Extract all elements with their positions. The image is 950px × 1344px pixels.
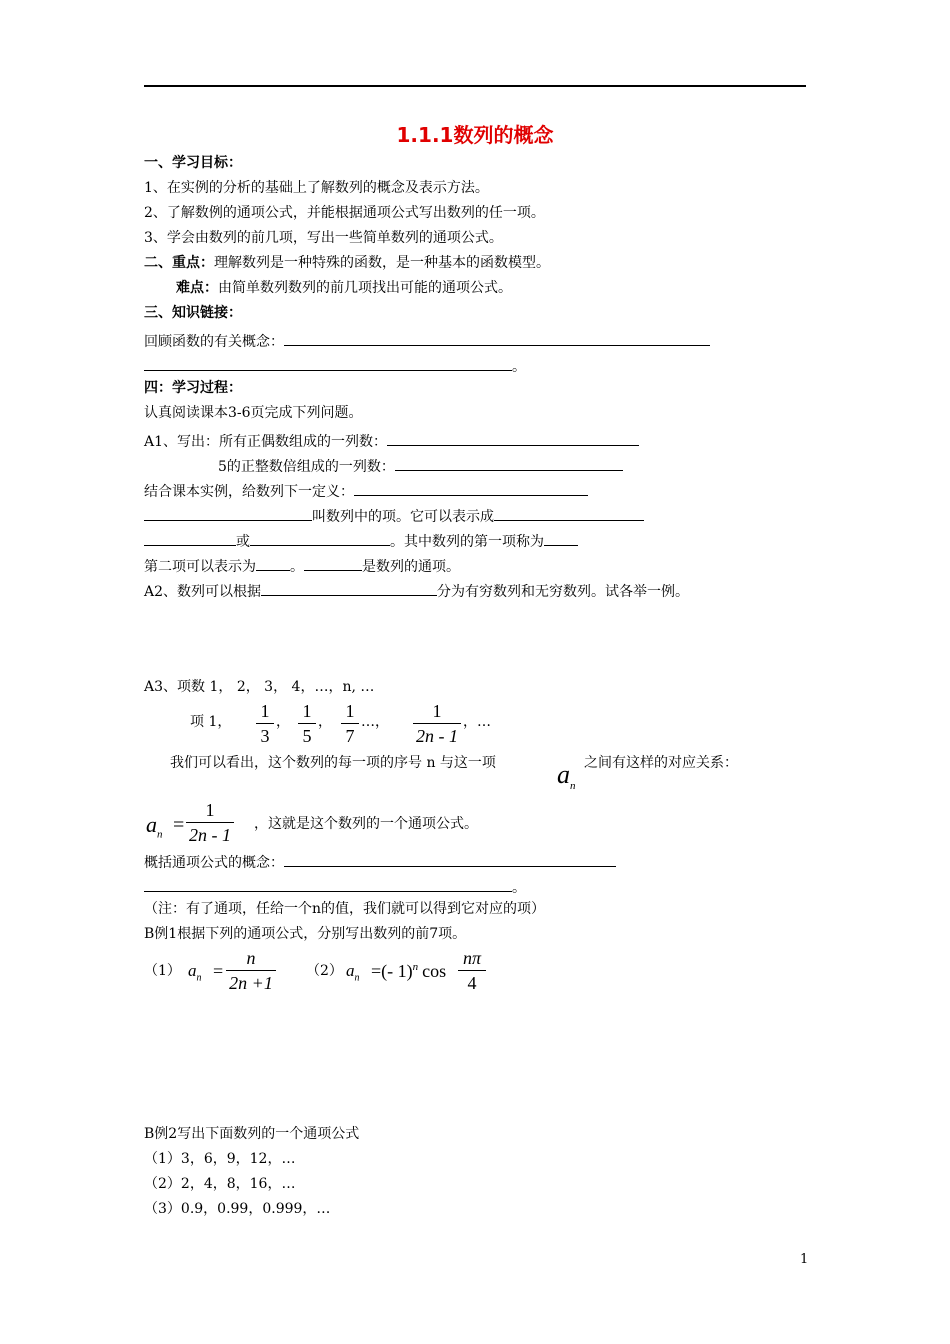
review-blank-1[interactable] bbox=[284, 331, 710, 346]
page-title: 1.1.1数列的概念 bbox=[396, 123, 554, 147]
concept-line bbox=[144, 852, 616, 870]
b1-p2-a-n: $a_n$ bbox=[346, 961, 360, 984]
reading-instruction: 认真阅读课本3-6页完成下列问题。 bbox=[144, 405, 363, 421]
fraction-1-3: 1 3 bbox=[256, 700, 274, 747]
review-line bbox=[144, 331, 710, 349]
formula-equals: = bbox=[173, 814, 185, 836]
b1-p2-fraction: nπ 4 bbox=[458, 947, 486, 994]
key-points bbox=[144, 256, 550, 270]
term-blank-4[interactable] bbox=[250, 531, 390, 546]
a1-even-label: A1、写出：所有正偶数组成的一列数： bbox=[144, 434, 388, 450]
observation-text-b: 之间有这样的对应关系： bbox=[584, 755, 738, 771]
formula-fraction: 1 2n - 1 bbox=[186, 799, 234, 846]
b1-p2-label: （2） bbox=[306, 963, 343, 979]
b1-p2-rhs: =(- 1)$^n$ cos bbox=[371, 961, 447, 981]
formula-text: ，这就是这个数列的一个通项公式。 bbox=[254, 816, 478, 832]
a2-text: 分为有穷数列和无穷数列。试各举一例。 bbox=[437, 584, 690, 600]
term-line-3 bbox=[144, 556, 460, 574]
comma-1: ， bbox=[276, 714, 290, 730]
definition-line bbox=[144, 481, 588, 499]
a1-line-1 bbox=[144, 431, 639, 449]
comma-ellipsis: …， bbox=[361, 714, 389, 730]
first-term-blank[interactable] bbox=[544, 531, 578, 546]
difficult-points bbox=[176, 281, 512, 295]
a1-even-blank[interactable] bbox=[387, 431, 639, 446]
a3-tail: ，… bbox=[463, 714, 491, 730]
comma-2: ， bbox=[318, 714, 332, 730]
difficult-heading: 难点： bbox=[176, 280, 218, 296]
concept-end: 。 bbox=[512, 880, 526, 896]
header-rule bbox=[144, 85, 806, 87]
definition-label: 结合课本实例，给数列下一定义： bbox=[144, 484, 354, 500]
a-n-symbol: $a_n$ bbox=[557, 760, 576, 793]
b2-item-3: （3）0.9，0.99，0.999，… bbox=[144, 1201, 331, 1217]
note-text: （注：有了通项，任给一个n的值，我们就可以得到它对应的项） bbox=[144, 901, 546, 917]
a1-multiple-label: 5的正整数倍组成的一列数： bbox=[218, 459, 395, 475]
fraction-1-2n-1: 1 2n - 1 bbox=[413, 700, 461, 747]
second-term-end: 。 bbox=[290, 559, 304, 575]
general-term-text: 是数列的通项。 bbox=[362, 559, 460, 575]
term-line-1 bbox=[144, 506, 644, 524]
difficult-text: 由简单数列数列的前几项找出可能的通项公式。 bbox=[218, 280, 512, 296]
objective-3: 3、学会由数列的前几项，写出一些简单数列的通项公式。 bbox=[144, 230, 503, 246]
fraction-1-7: 1 7 bbox=[341, 700, 359, 747]
objective-2: 2、了解数例的通项公式，并能根据通项公式写出数列的任一项。 bbox=[144, 205, 545, 221]
formula-a-n: $a_n$ bbox=[146, 812, 163, 841]
review-blank-2[interactable] bbox=[144, 356, 512, 371]
second-term-blank[interactable] bbox=[256, 556, 290, 571]
b1-heading: B例1根据下列的通项公式，分别写出数列的前7项。 bbox=[144, 926, 467, 942]
a3-index-line: A3、项数 1， 2， 3， 4，…，n, … bbox=[144, 679, 375, 695]
term-line-2 bbox=[144, 531, 578, 549]
term-or: 或 bbox=[236, 534, 250, 550]
key-heading: 二、重点： bbox=[144, 255, 214, 271]
concept-blank-2[interactable] bbox=[144, 877, 512, 892]
b1-p1-equals: = bbox=[213, 961, 224, 981]
term-blank-2[interactable] bbox=[494, 506, 644, 521]
page-number: 1 bbox=[800, 1252, 809, 1267]
b2-heading: B例2写出下面数列的一个通项公式 bbox=[144, 1126, 360, 1142]
concept-line-2 bbox=[144, 877, 526, 895]
b2-item-2: （2）2，4，8，16，… bbox=[144, 1176, 296, 1192]
objective-1: 1、在实例的分析的基础上了解数列的概念及表示方法。 bbox=[144, 180, 489, 196]
a1-line-2 bbox=[218, 456, 623, 474]
section-4-heading: 四：学习过程： bbox=[144, 380, 242, 396]
review-line-2 bbox=[144, 356, 526, 374]
section-1-heading: 一、学习目标： bbox=[144, 155, 242, 171]
review-end: 。 bbox=[512, 359, 526, 375]
second-term-label: 第二项可以表示为 bbox=[144, 559, 256, 575]
observation-text-a: 我们可以看出，这个数列的每一项的序号 n 与这一项 bbox=[170, 755, 496, 771]
b2-item-1: （1）3，6，9，12，… bbox=[144, 1151, 296, 1167]
key-text: 理解数列是一种特殊的函数，是一种基本的函数模型。 bbox=[214, 255, 550, 271]
term-text-1: 叫数列中的项。它可以表示成 bbox=[312, 509, 494, 525]
concept-blank-1[interactable] bbox=[284, 852, 616, 867]
fraction-1-5: 1 5 bbox=[298, 700, 316, 747]
a2-line bbox=[144, 581, 689, 599]
b1-p1-a-n: $a_n$ bbox=[188, 961, 202, 984]
general-term-blank[interactable] bbox=[304, 556, 362, 571]
b1-p1-label: （1） bbox=[144, 963, 181, 979]
a2-label: A2、数列可以根据 bbox=[144, 584, 262, 600]
concept-label: 概括通项公式的概念： bbox=[144, 855, 284, 871]
term-text-2: 。其中数列的第一项称为 bbox=[390, 534, 544, 550]
review-label: 回顾函数的有关概念： bbox=[144, 334, 284, 350]
definition-blank[interactable] bbox=[354, 481, 588, 496]
term-blank-3[interactable] bbox=[144, 531, 236, 546]
b1-p1-fraction: n 2n +1 bbox=[226, 947, 276, 994]
section-3-heading: 三、知识链接： bbox=[144, 305, 242, 321]
a3-term-label: 项 1， bbox=[190, 714, 232, 730]
a2-blank[interactable] bbox=[261, 581, 437, 596]
term-blank-1[interactable] bbox=[144, 506, 312, 521]
a1-multiple-blank[interactable] bbox=[395, 456, 623, 471]
